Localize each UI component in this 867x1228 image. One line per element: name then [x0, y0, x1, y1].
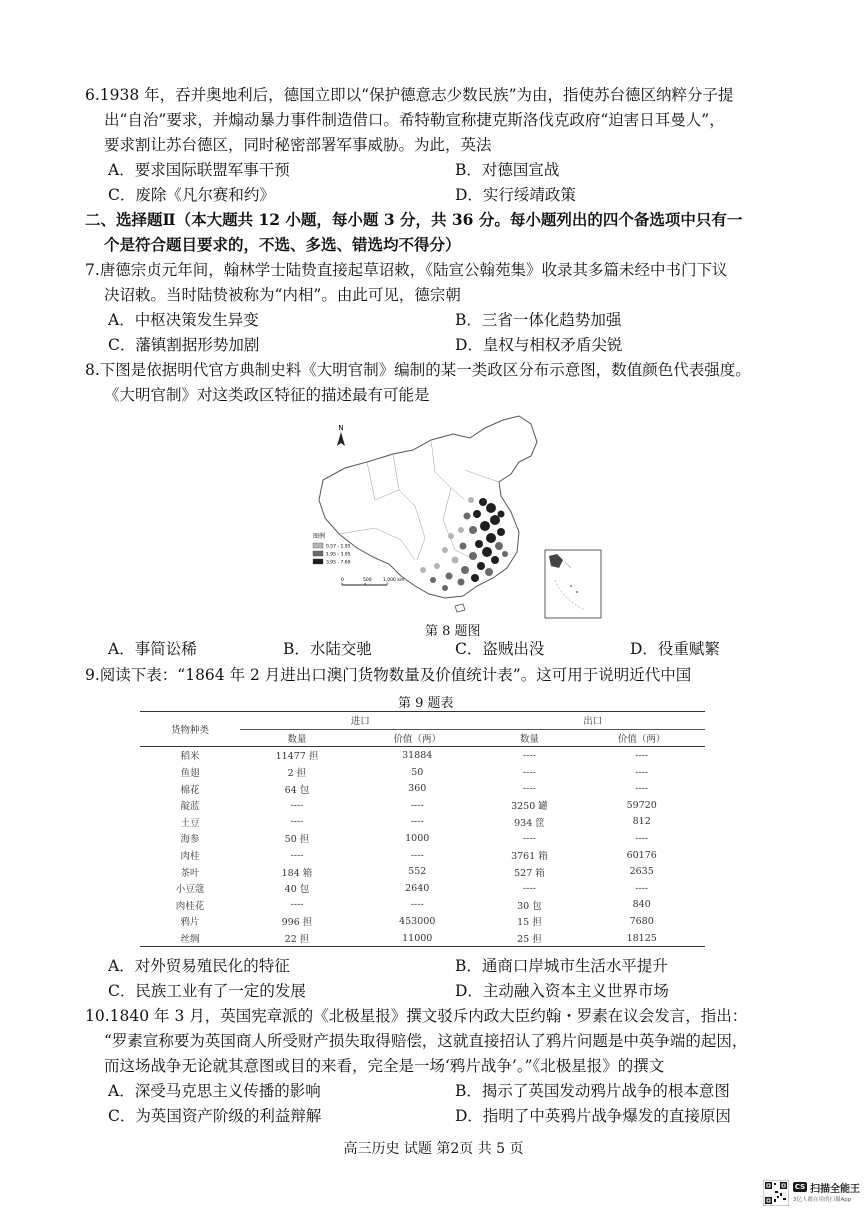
- table-cell: ----: [410, 816, 424, 828]
- table-cell: ----: [523, 766, 536, 778]
- table-cell: 50 担: [284, 834, 310, 846]
- import-qty-header: 数量: [240, 729, 354, 747]
- q9-table-title: 第 9 题表: [398, 696, 454, 711]
- goods-name-cell: 土豆: [180, 817, 200, 829]
- goods-name-cell: 靛蓝: [180, 801, 200, 813]
- goods-name-cell: 肉桂花: [175, 900, 205, 912]
- table-cell: 40 包: [284, 884, 310, 896]
- table-cell: ----: [635, 783, 649, 795]
- table-cell: ----: [290, 849, 304, 861]
- scanner-watermark: [763, 1180, 863, 1220]
- goods-name-cell: 小豆蔻: [175, 884, 205, 896]
- goods-name-cell: 鸦片: [180, 917, 200, 929]
- goods-name-cell: 鱼翅: [180, 768, 200, 780]
- table-cell: 934 筐: [514, 817, 545, 829]
- q10-stem-line-1: 10.1840 年 3 月，英国宪章派的《北极星报》撰文驳斥内政大臣约翰・罗素在议会发言，指出：: [85, 1007, 748, 1025]
- q6-stem-line-3: 要求割让苏台德区，同时秘密部署军事威胁。为此，英法: [104, 136, 492, 154]
- table-row: [140, 847, 705, 864]
- table-cell: 1000: [405, 832, 430, 844]
- china-outline: [319, 416, 537, 598]
- import-group-header: 进口: [240, 712, 481, 730]
- goods-name-cell: 肉桂: [180, 851, 200, 863]
- table-cell: ----: [410, 799, 424, 811]
- table-row: [140, 764, 705, 781]
- north-arrow-icon: [337, 424, 345, 446]
- table-row: [140, 814, 705, 831]
- q7-stem-line-1: 7.唐德宗贞元年间，翰林学士陆贽直接起草诏敕，《陆宣公翰苑集》收录其多篇未经中书门下议: [85, 261, 728, 279]
- q6-stem-line-1: 6.1938 年，吞并奥地利后，德国立即以“保护德意志少数民族”为由，指使苏台德区纳粹分子提: [85, 86, 734, 104]
- table-cell: 11000: [354, 930, 481, 947]
- q9-option-c: C．民族工业有了一定的发展: [108, 982, 306, 1000]
- south-china-sea-inset: [545, 550, 601, 618]
- table-cell: 453000: [399, 915, 436, 927]
- table-cell: 25 担: [481, 930, 579, 947]
- table-cell: 7680: [629, 915, 654, 927]
- table-cell: ----: [290, 799, 304, 811]
- q10-option-a: A．深受马克思主义传播的影响: [108, 1082, 321, 1100]
- q7-option-d: D．皇权与相权矛盾尖锐: [455, 336, 623, 354]
- q10-option-b: B．揭示了英国发动鸦片战争的根本意图: [455, 1082, 730, 1100]
- table-row: [140, 830, 705, 847]
- qr-code-icon: [763, 1180, 789, 1206]
- q8-option-a: A．事简讼稀: [108, 640, 197, 658]
- table-cell: 60176: [626, 849, 657, 861]
- table-row: [140, 880, 705, 897]
- legend-item-2: 1.95 - 3.95: [326, 552, 351, 558]
- q9-option-b: B．通商口岸城市生活水平提升: [455, 957, 668, 975]
- export-value-header: 价值（两）: [578, 729, 705, 747]
- export-qty-header: 数量: [481, 729, 579, 747]
- page-footer: 高三历史 试题 第2页 共 5 页: [343, 1141, 524, 1157]
- table-cell: 59720: [626, 799, 657, 811]
- q8-stem-line-2: 《大明官制》对这类政区特征的描述最有可能是: [104, 386, 430, 404]
- q10-option-d: D．指明了中英鸦片战争爆发的直接原因: [455, 1107, 731, 1125]
- q8-option-b: B．水陆交驰: [283, 640, 372, 658]
- table-cell: 360: [408, 783, 427, 795]
- goods-name-cell: 棉花: [180, 784, 200, 796]
- table-row: [140, 797, 705, 814]
- table-cell: 31884: [402, 749, 433, 761]
- table-cell: ----: [523, 783, 536, 795]
- q7-option-b: B．三省一体化趋势加强: [455, 311, 622, 329]
- q8-option-d: D．役重赋繁: [630, 640, 720, 658]
- china-map-figure: [305, 410, 605, 620]
- table-row: [140, 780, 705, 797]
- legend-item-1: 0.57 - 1.95: [326, 544, 351, 550]
- table-cell: 15 担: [517, 917, 542, 929]
- q10-option-c: C．为英国资产阶级的利益辩解: [108, 1107, 322, 1125]
- table-cell: 3761 箱: [511, 851, 548, 863]
- table-cell: 996 担: [281, 917, 313, 929]
- table-row: [140, 863, 705, 880]
- q10-stem-line-2: “罗素宣称要为英国商人所受财产损失取得赔偿，这就直接招认了鸦片问题是中英争端的起因，: [104, 1032, 748, 1050]
- q9-option-a: A．对外贸易殖民化的特征: [108, 957, 290, 975]
- table-cell: 30 包: [517, 900, 542, 912]
- legend-title: 图例: [313, 533, 326, 540]
- table-row: [140, 747, 705, 764]
- q10-stem-line-3: 而这场战争无论就其意图或目的来看，完全是一场‘鸦片战争’。”《北极星报》的撰文: [104, 1057, 665, 1075]
- export-group-header: 出口: [481, 712, 705, 730]
- hainan-island: [455, 604, 465, 612]
- table-cell: ----: [523, 832, 536, 844]
- north-label: N: [338, 424, 344, 432]
- table-cell: 2 担: [287, 768, 307, 780]
- q9-table-body: [140, 747, 705, 947]
- table-row: [140, 913, 705, 930]
- scale-label-0: 0: [341, 578, 344, 583]
- table-row: [140, 930, 705, 947]
- q6-option-a: A．要求国际联盟军事干预: [108, 161, 290, 179]
- table-cell: ----: [523, 749, 536, 761]
- table-cell: 50: [411, 766, 424, 778]
- table-cell: 527 箱: [514, 867, 545, 879]
- table-cell: 3250 罐: [511, 801, 548, 813]
- q8-stem-line-1: 8.下图是依据明代官方典制史料《大明官制》编制的某一类政区分布示意图，数值颜色代表强度。: [85, 361, 751, 379]
- table-cell: 11477 担: [275, 751, 319, 763]
- table-cell: 22 担: [240, 930, 354, 947]
- q8-option-c: C．盗贼出没: [455, 640, 545, 658]
- q9-option-d: D．主动融入资本主义世界市场: [455, 982, 669, 1000]
- table-cell: 64 包: [284, 784, 310, 796]
- table-cell: ----: [635, 766, 649, 778]
- q7-option-a: A．中枢决策发生异变: [108, 311, 259, 329]
- goods-name-cell: 茶叶: [180, 867, 200, 879]
- scanner-app-name: 扫描全能王: [810, 1184, 860, 1195]
- table-corner-header: 货物种类: [140, 712, 240, 747]
- section-2-heading: 二、选择题Ⅱ（本大题共 12 小题，每小题 3 分，共 36 分。每小题列出的四个备选项中只有一: [85, 210, 743, 229]
- goods-name-cell: 丝绸: [140, 930, 240, 947]
- q6-option-d: D．实行绥靖政策: [455, 186, 576, 204]
- table-cell: ----: [410, 899, 424, 911]
- goods-name-cell: 海参: [180, 834, 200, 846]
- section-2-heading-cont: 个是符合题目要求的，不选、多选、错选均不得分）: [104, 235, 461, 254]
- q7-option-c: C．藩镇割据形势加剧: [108, 336, 260, 354]
- goods-name-cell: 稻米: [180, 751, 200, 763]
- q6-option-c: C．废除《凡尔赛和约》: [108, 186, 275, 204]
- table-cell: ----: [635, 832, 649, 844]
- scanner-tagline: 3亿人都在用的扫描App: [793, 1197, 852, 1203]
- scale-label-1000: 1,000 km: [383, 578, 405, 583]
- legend-item-3: 3.95 - 7.69: [326, 560, 351, 566]
- table-cell: ----: [410, 849, 424, 861]
- table-cell: ----: [290, 899, 304, 911]
- table-cell: 840: [632, 899, 651, 911]
- scale-label-500: 500: [363, 578, 372, 583]
- table-cell: ----: [635, 749, 649, 761]
- table-row: [140, 897, 705, 914]
- q9-stem: 9.阅读下表：“1864 年 2 月进出口澳门货物数量及价值统计表”。这可用于说明近代中国: [85, 666, 692, 684]
- q8-figure-caption: 第 8 题图: [425, 624, 481, 639]
- table-cell: 812: [632, 816, 651, 828]
- table-cell: 18125: [578, 930, 705, 947]
- table-cell: 2640: [405, 882, 430, 894]
- table-cell: ----: [523, 882, 536, 894]
- q8-distribution-map: [305, 410, 605, 620]
- import-value-header: 价值（两）: [354, 729, 481, 747]
- table-cell: 2635: [629, 866, 654, 878]
- scale-bar: [341, 577, 404, 585]
- q9-goods-table: [140, 711, 705, 947]
- camscanner-logo: CS: [794, 1183, 806, 1191]
- table-cell: ----: [635, 882, 649, 894]
- q7-stem-line-2: 决诏敕。当时陆贽被称为“内相”。由此可见，德宗朝: [104, 286, 461, 304]
- table-cell: ----: [290, 816, 304, 828]
- table-cell: 184 箱: [281, 867, 313, 879]
- q6-stem-line-2: 出“自治”要求，并煽动暴力事件制造借口。希特勒宣称捷克斯洛伐克政府“迫害日耳曼人”，: [104, 111, 725, 129]
- table-cell: 552: [408, 866, 427, 878]
- q6-option-b: B．对德国宣战: [455, 161, 560, 179]
